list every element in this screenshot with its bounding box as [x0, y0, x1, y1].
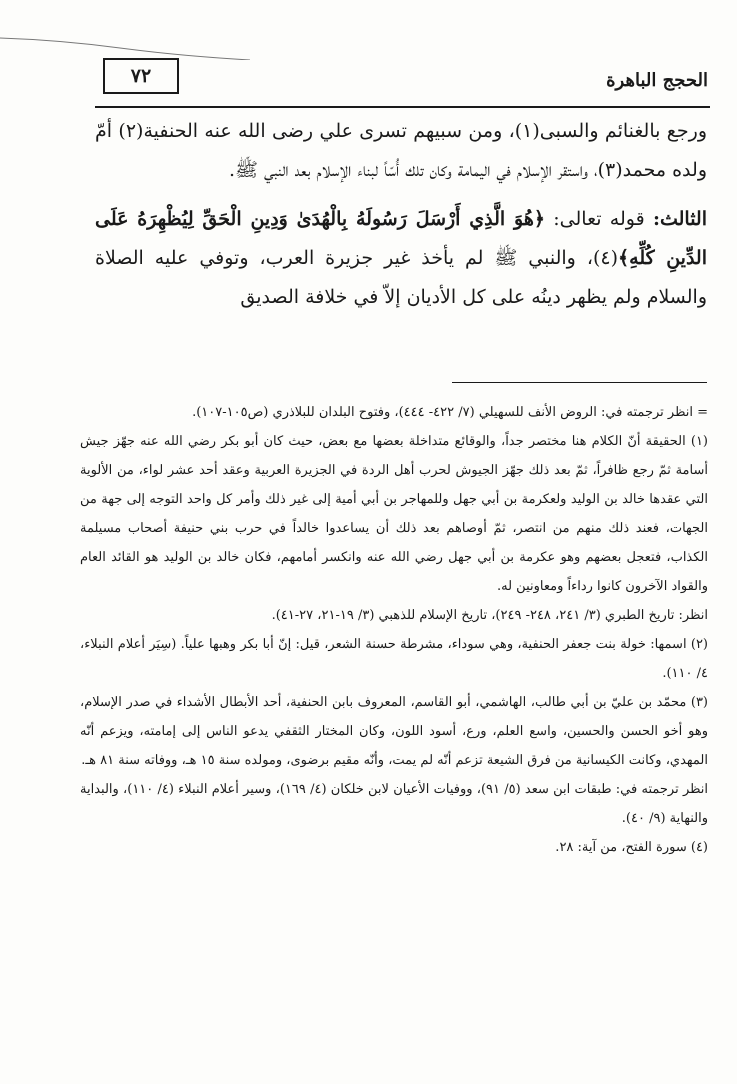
footnote-1: (١) الحقيقة أنّ الكلام هنا مختصر جداً، والوقائع متداخلة بعضها مع بعض، حيث كان أبو بكر رضي الله عنه جهّز جيش أسامة ثمّ رجع ظافراً، ثمّ بعد ذلك جهّز الجيوش لحرب أهل الردة في الجزيرة العربية وعقد أحد عشر لواء، من الألوية التي عقدها خالد بن الوليد ولعكرمة بن أبي جهل وللمهاجر بن أبي أمية إلى غير ذلك وأمر كل واحد التوجه إلى جهة من الجهات، فعند ذلك منهم من انتصر، ثمّ أوصاهم بعد ذلك أن يساعدوا خالداً في حرب بني حنيفة أصحاب مسيلمة الكذاب، فتعجل بعضهم وهو عكرمة بن أبي جهل رضي الله عنه وانكسر أمامهم، فكان خالد بن الوليد هو القائد العام والقواد الآخرون كانوا رداءاً ومعاونين له. [80, 434, 708, 594]
footnote-3: (٣) محمّد بن عليّ بن أبي طالب، الهاشمي، أبو القاسم، المعروف بابن الحنفية، أحد الأبطال الأشداء في صدر الإسلام، وهو أخو الحسن والحسين، واسع العلم، ورع، أسود اللون، وكان المختار الثقفي يدعو الناس إلى إمامته، ويزعم أنّه المهدي، وكانت الكيسانية من فرق الشيعة تزعم أنّه لم يمت، وأنّه مقيم برضوى، ومولده سنة ١٥ هـ، ووفاته سنة ٨١ هـ. [80, 695, 708, 768]
footnote-separator [452, 382, 707, 383]
page-number: ٧٢ [103, 58, 179, 94]
footnote-4: (٤) سورة الفتح، من آية: ٢٨. [555, 840, 708, 855]
running-title: الحجج الباهرة [606, 70, 708, 91]
main-text [95, 112, 707, 317]
footnote-2: (٢) اسمها: خولة بنت جعفر الحنفية، وهي سوداء، مشرطة حسنة الشعر، قيل: إنّ أبا بكر وهبها علياً. (سِيَر أعلام النبلاء، ٤/ ١١٠). [80, 637, 708, 681]
footnote-3-reference: انظر ترجمته في: طبقات ابن سعد (٥/ ٩١)، ووفيات الأعيان لابن خلكان (٤/ ١٦٩)، وسير أعلام النبلاء (٤/ ١١٠)، والبداية والنهاية (٩/ ٤٠). [80, 782, 709, 826]
quran-verse: ﴿هُوَ الَّذِي أَرْسَلَ رَسُولَهُ بِالْهُدَىٰ وَدِينِ الْحَقِّ لِيُظْهِرَهُ عَلَى الدِّينِ كُلِّهِ﴾ [95, 208, 708, 269]
verse-intro: قوله تعالى: [545, 208, 653, 230]
footnote-1-reference: انظر: تاريخ الطبري (٣/ ٢٤١، ٢٤٨- ٢٤٩)، تاريخ الإسلام للذهبي (٣/ ١٩-٢١، ٢٧-٤١). [271, 608, 708, 623]
paragraph-label: الثالث: [652, 208, 708, 230]
page-header [95, 56, 710, 108]
paragraph-2-rest: (٤)، والنبي ﷺ لم يأخذ غير جزيرة العرب، وتوفي عليه الصلاة والسلام ولم يظهر دينُه على كل الأديان إلاّ في خلافة الصديق [95, 247, 707, 308]
scan-artifact-line [0, 0, 260, 60]
paragraph-2 [95, 200, 707, 317]
footnote-continuation: = انظر ترجمته في: الروض الأنف للسهيلي (٧/ ٤٢٢- ٤٤٤)، وفتوح البلدان للبلاذري (ص١٠٥-١٠٧). [192, 405, 708, 420]
footnotes [80, 398, 708, 862]
paragraph-1: ورجع بالغنائم والسبى(١)، ومن سبيهم تسرى علي رضى الله عنه الحنفية(٢) أمّ ولده محمد(٣)، واستقر الإسلام في اليمامة وكان تلك أُسّاً لبناء الإسلام بعد النبي ﷺ. [95, 120, 707, 181]
